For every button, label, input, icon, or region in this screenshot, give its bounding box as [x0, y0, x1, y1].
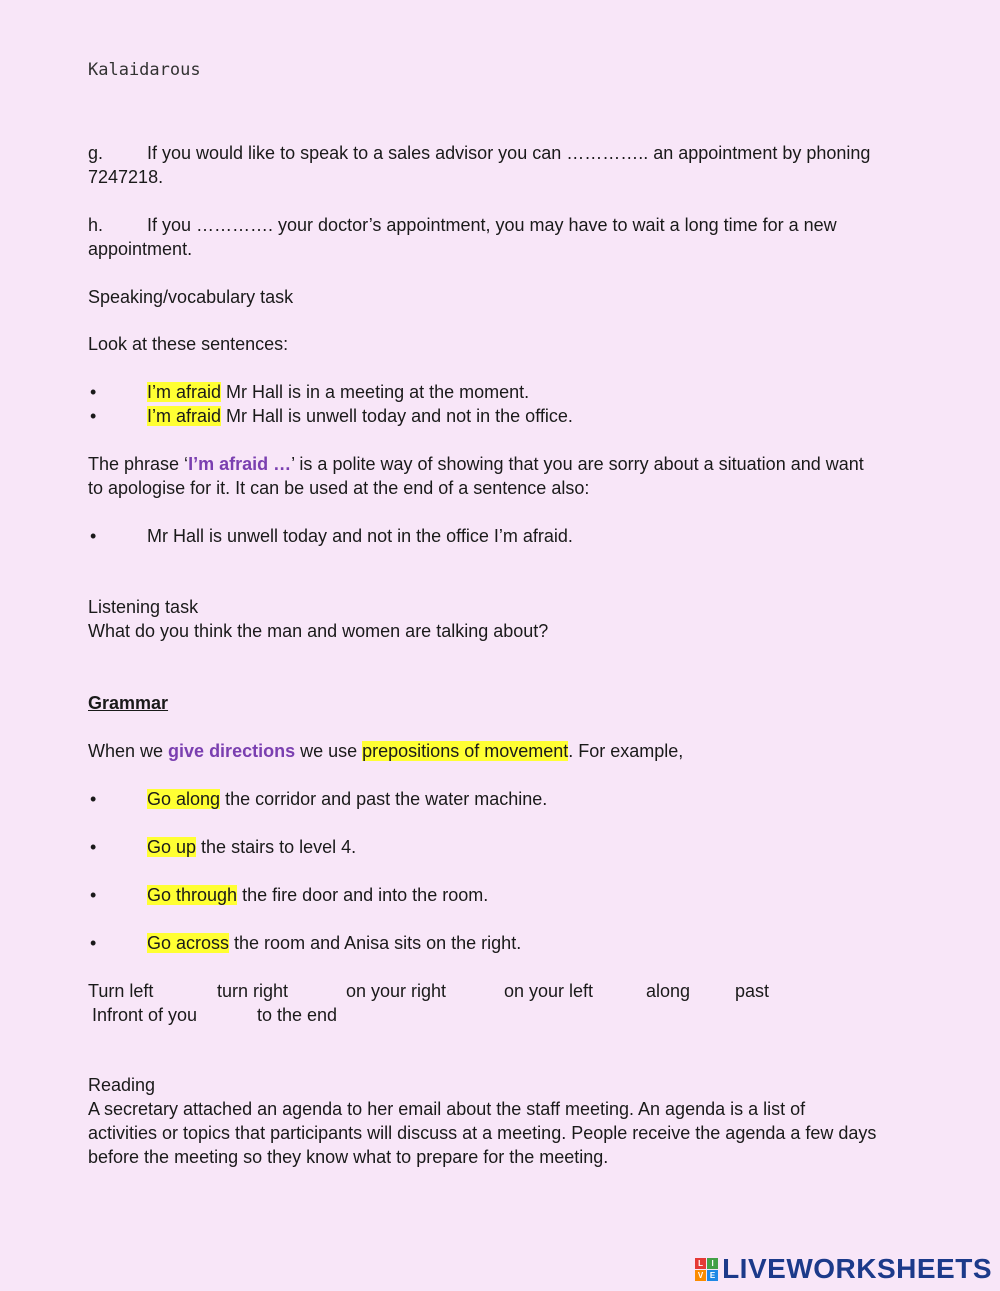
phrase-pre: The phrase ‘ — [88, 454, 189, 474]
grammar-bullet — [88, 835, 908, 859]
bullet-text: the room and Anisa sits on the right. — [229, 933, 522, 953]
reading-title: Reading — [88, 1075, 156, 1095]
bullet-dot: • — [90, 526, 97, 546]
speaking-example — [88, 524, 908, 548]
list-item — [88, 787, 908, 811]
word-bank-row — [88, 979, 908, 1003]
word-bank-item: turn right — [217, 981, 289, 1001]
listening-title: Listening task — [88, 597, 199, 617]
logo-text: LIVEWORKSHEETS — [722, 1253, 992, 1284]
highlighted-phrase: Go up — [147, 837, 197, 857]
highlighted-phrase: I’m afraid — [147, 406, 222, 426]
phrase-explanation — [88, 452, 908, 500]
liveworksheets-logo — [695, 1253, 992, 1285]
word-bank-item: Infront of you — [92, 1005, 198, 1025]
question-text-cont: appointment. — [88, 239, 193, 259]
list-item — [88, 524, 908, 548]
list-item — [88, 404, 908, 428]
list-item — [88, 883, 908, 907]
grammar-text: When we — [88, 741, 169, 761]
list-item — [88, 380, 908, 404]
bullet-text: the stairs to level 4. — [196, 837, 357, 857]
question-h — [88, 213, 908, 261]
reading-line: before the meeting so they know what to prepare for the meeting. — [88, 1147, 609, 1167]
speaking-bullets — [88, 380, 908, 428]
reading-section — [88, 1073, 908, 1169]
bullet-text: the fire door and into the room. — [237, 885, 489, 905]
grammar-bullet — [88, 883, 908, 907]
word-bank-item: past — [735, 981, 770, 1001]
logo-mark-icon — [695, 1258, 718, 1281]
grammar-bullet — [88, 787, 908, 811]
bullet-dot: • — [90, 406, 97, 426]
highlighted-phrase: Go through — [147, 885, 238, 905]
question-text: If you …………. your doctor’s appointment, you may have to wait a long time for a new — [147, 215, 837, 235]
word-bank-item: on your left — [504, 981, 594, 1001]
example-text: Mr Hall is unwell today and not in the office I’m afraid. — [147, 526, 573, 546]
grammar-title — [88, 691, 908, 715]
reading-line: A secretary attached an agenda to her email about the staff meeting. An agenda is a list of — [88, 1099, 806, 1119]
logo-letter: E — [707, 1270, 718, 1281]
reading-line: activities or topics that participants will discuss at a meeting. People receive the agenda a few days — [88, 1123, 877, 1143]
logo-letter: I — [707, 1258, 718, 1269]
word-bank-row — [88, 1003, 908, 1027]
question-text: If you would like to speak to a sales advisor you can ………….. an appointment by phoning — [147, 143, 871, 163]
grammar-text: we use — [295, 741, 363, 761]
question-text-cont: 7247218. — [88, 167, 164, 187]
highlighted-phrase: I’m afraid — [147, 382, 222, 402]
bullet-dot: • — [90, 885, 97, 905]
speaking-title: Speaking/vocabulary task — [88, 287, 294, 307]
bullet-text: Mr Hall is in a meeting at the moment. — [221, 382, 530, 402]
word-bank-item: along — [646, 981, 691, 1001]
grammar-text: . For example, — [568, 741, 684, 761]
phrase-line2: to apologise for it. It can be used at the end of a sentence also: — [88, 478, 590, 498]
question-label: h. — [88, 215, 104, 235]
bullet-dot: • — [90, 382, 97, 402]
word-bank — [88, 979, 908, 1027]
question-g — [88, 141, 908, 189]
word-bank-item: Turn left — [88, 981, 154, 1001]
word-bank-item: on your right — [346, 981, 447, 1001]
listening-question: What do you think the man and women are talking about? — [88, 621, 549, 641]
highlighted-phrase: prepositions of movement — [362, 741, 569, 761]
bullet-text: the corridor and past the water machine. — [220, 789, 548, 809]
list-item — [88, 931, 908, 955]
phrase-key: I’m afraid … — [188, 454, 292, 474]
speaking-intro: Look at these sentences: — [88, 334, 289, 354]
logo-letter: L — [695, 1258, 706, 1269]
grammar-intro — [88, 739, 908, 763]
question-label: g. — [88, 143, 104, 163]
highlighted-phrase: Go across — [147, 933, 230, 953]
bullet-dot: • — [90, 933, 97, 953]
grammar-bullet — [88, 931, 908, 955]
grammar-key-phrase: give directions — [168, 741, 296, 761]
highlighted-phrase: Go along — [147, 789, 221, 809]
bullet-dot: • — [90, 789, 97, 809]
logo-letter: V — [695, 1270, 706, 1281]
list-item — [88, 835, 908, 859]
grammar-heading: Grammar — [88, 693, 169, 713]
bullet-text: Mr Hall is unwell today and not in the office. — [221, 406, 573, 426]
listening-section — [88, 595, 908, 643]
phrase-post: ’ is a polite way of showing that you are sorry about a situation and want — [291, 454, 864, 474]
header-watermark: Kalaidarous — [88, 60, 201, 80]
bullet-dot: • — [90, 837, 97, 857]
word-bank-item: to the end — [257, 1005, 338, 1025]
